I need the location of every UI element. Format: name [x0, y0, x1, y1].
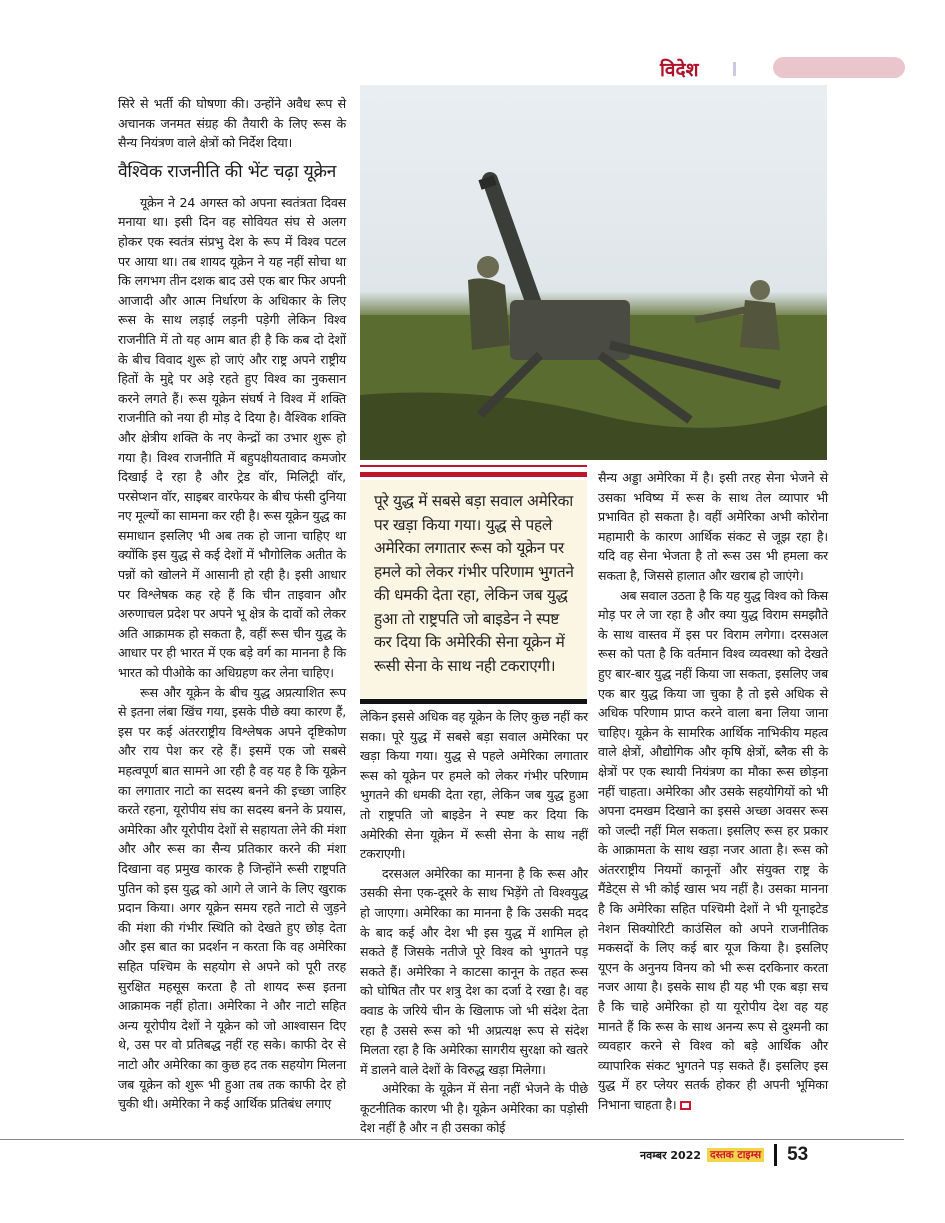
footer	[640, 1144, 808, 1166]
subheading: वैश्विक राजनीति की भेंट चढ़ा यूक्रेन	[118, 161, 337, 182]
paragraph: लेकिन इससे अधिक वह यूक्रेन के लिए कुछ नहीं कर सका। पूरे युद्ध में सबसे बड़ा सवाल अमेरिका पर खड़ा किया गया। युद्ध से पहले अमेरिका लगातार रूस को यूक्रेन पर हमले को लेकर गंभीर परिणाम भुगतने की धमकी देता रहा, लेकिन जब युद्ध हुआ तो राष्ट्रपति जो बाइडेन ने स्पष्ट कर दिया कि अमेरिकी सेना यूक्रेन में रूसी सेना के साथ नहीं टकराएगी।	[360, 709, 588, 862]
pull-quote: पूरे युद्ध में सबसे बड़ा सवाल अमेरिका पर खड़ा किया गया। युद्ध से पहले अमेरिका लगातार रूस को यूक्रेन पर हमले को लेकर गंभीर परिणाम भुगतने की धमकी देता रहा, लेकिन जब युद्ध हुआ तो राष्ट्रपति जो बाइडेन ने स्पष्ट कर दिया कि अमेरिकी सेना यूक्रेन में रूसी सेना के साथ नही टकराएगी।	[360, 480, 587, 698]
footer-rule	[0, 1139, 904, 1140]
header-divider	[733, 62, 736, 76]
paragraph: सैन्य अड्डा अमेरिका में है। इसी तरह सेना भेजने से उसका भविष्य में रूस के साथ तेल व्यापार भी प्रभावित हो सकता है। वहीं अमेरिका अभी कोरोना महामारी के कारण आर्थिक संकट से जूझ रहा है। यदि वह सेना भेजता है तो रूस उस भी हमला कर सकता है, जिससे हालात और खराब हो जाएंगे।	[598, 470, 828, 583]
article-column-1	[118, 94, 346, 1114]
issue-date: नवम्बर 2022	[640, 1148, 702, 1162]
pull-quote-bottom-rule	[360, 699, 587, 704]
page-number: 53	[787, 1144, 809, 1165]
end-mark-icon	[680, 1101, 691, 1110]
paragraph	[598, 586, 828, 1115]
paragraph: अमेरिका के यूक्रेन में सेना नहीं भेजने के पीछे कूटनीतिक कारण भी है। यूक्रेन अमेरिका का पड़ोसी देश नहीं है और न ही उसका कोई	[360, 1081, 588, 1136]
paragraph: सिरे से भर्ती की घोषणा की। उन्होंने अवैध रूप से अचानक जनमत संग्रह की तैयारी के लिए रूस के सैन्य नियंत्रण वाले क्षेत्रों को निर्देश दिया।	[118, 96, 346, 151]
paragraph: यूक्रेन ने 24 अगस्त को अपना स्वतंत्रता दिवस मनाया था। इसी दिन वह सोवियत संघ से अलग होकर एक स्वतंत्र संप्रभु देश के रूप में विश्व पटल पर आया था। तब शायद यूक्रेन ने यह नहीं सोचा था कि लगभग तीन दशक बाद उसे एक बार फिर अपनी आजादी और आत्म निर्धारण के अधिकार के लिए रूस के साथ लड़ाई लड़नी पड़ेगी लेकिन विश्व राजनीति में तो यह आम बात ही है कि कब दो देशों के बीच विवाद शुरू हो जाएं और राष्ट्र अपने राष्ट्रीय हितों के मुद्दे पर अड़े रहते हुए विश्व का नुकसान करने लगते हैं। रूस यूक्रेन संघर्ष ने विश्व में शक्ति राजनीति को नया ही मोड़ दे दिया है। वैश्विक शक्ति और क्षेत्रीय शक्ति के नए केन्द्रों का उभार शुरू हो गया है। विश्व राजनीति में बहुपक्षीयतावाद कमजोर दिखाई दे रहा है और ट्रेड वॉर, मिलिट्री वॉर, परसेप्शन वॉर, साइबर वारफेयर के बीच फंसी दुनिया नए मूल्यों का सामना कर रही है। रूस यूक्रेन युद्ध का समाधान इसलिए भी अब तक हो जाना चाहिए था क्योंकि इस युद्ध से कई देशों में भौगोलिक अतीत के पन्नों को खोलने में आसानी हो रही है। इसी आधार पर विश्लेषक कह रहे हैं कि चीन ताइवान और अरुणाचल प्रदेश पर अपने भू क्षेत्र के दावों को लेकर अति आक्रामक हो सकता है, वहीं रूस चीन युद्ध के आधार पर ही भारत में एक बड़े वर्ग का मानना है कि भारत को पीओके का अधिग्रहण कर लेना चाहिए।	[118, 194, 346, 681]
footer-divider	[774, 1144, 777, 1166]
divider-rule	[360, 472, 587, 477]
magazine-logo: दस्तक टाइम्स	[707, 1148, 764, 1162]
paragraph-text: अब सवाल उठता है कि यह युद्ध विश्व को किस मोड़ पर ले जा रहा है और क्या युद्ध विराम समझौते के साथ वास्तव में इस पर विराम लगेगा। दरसअल रूस को पता है कि वर्तमान विश्व व्यवस्था को देखते हुए बार-बार युद्ध नहीं किया जा सकता, इसलिए जब एक बार युद्ध किया जा चुका है तो इसे अधिक से अधिक परिणाम प्राप्त करने वाला बना लिया जाना चाहिए। यूक्रेन के सामरिक आर्थिक नाभिकीय महत्व वाले क्षेत्रों, औद्योगिक और कृषि क्षेत्रों, ब्लैक सी के क्षेत्रों पर एक स्थायी नियंत्रण का मौका रूस छोड़ना नहीं चाहता। अमेरिका और उसके सहयोगियों को भी अपना दमखम दिखाने का इससे अच्छा अवसर रूस को जल्दी नहीं मिल सकता। इसलिए रूस हर प्रकार के आक्रामता के साथ खड़ा नजर आता है। रूस को अंतरराष्ट्रीय नियमों कानूनों और संयुक्त राष्ट्र के मैंडेट्स से भी कोई खास भय नहीं है। उसका मानना है कि अमेरिका सहित पश्चिमी देशों ने भी यूनाइटेड नेशन सिक्योरिटी काउंसिल को अपने राजनीतिक मकसदों के लिए कई बार यूज किया है। इसलिए यूएन के अनुनय विनय को भी रूस दरकिनार करता नजर आया है। इसके साथ ही यह भी एक बड़ा सच है कि चाहे अमेरिका हो या यूरोपीय देश वह यह मानते हैं कि रूस के साथ अनन्य रूप से दुश्मनी का व्यवहार करने से विश्व को बड़े आर्थिक और व्यापारिक संकट भुगतने पड़ सकते हैं। इसलिए इस युद्ध में हर प्लेयर सतर्क होकर ही अपनी भूमिका निभाना चाहता है।	[598, 587, 828, 1112]
section-title: विदेश	[660, 59, 699, 81]
paragraph: रूस और यूक्रेन के बीच युद्ध अप्रत्याशित रूप से इतना लंबा खिंच गया, इसके पीछे क्या कारण हैं, इस पर कई अंतरराष्ट्रीय विश्लेषक अपने दृष्टिकोण और राय पेश कर रहे हैं। इसमें एक जो सबसे महत्वपूर्ण बात सामने आ रही है वह यह है कि यूक्रेन का लगातार नाटो का सदस्य बनने की इच्छा जाहिर करते रहना, यूरोपीय संघ का सदस्य बनने के प्रयास, अमेरिका और यूरोपीय देशों से सहायता लेने की मंशा और और रूस का सैन्य प्रतिकार करने की मंशा दिखाना वह प्रमुख कारक है जिन्होंने रूसी राष्ट्रपति पुतिन को इस युद्ध को आगे ले जाने के लिए खुराक प्रदान किया। अगर यूक्रेन समय रहते नाटो से जुड़ने की मंशा की गंभीर स्थिति को देखते हुए छोड़ देता और इस बात का प्रदर्शन न करता कि वह अमेरिका सहित पश्चिम के सहयोग से अपने को पूरी तरह सुरक्षित महसूस करता है तो शायद रूस इतना आक्रामक नहीं होता। अमेरिका ने और नाटो सहित अन्य यूरोपीय देशों ने यूक्रेन को जो आश्वासन दिए थे, उस पर वो प्रतिबद्ध नहीं रह सके। काफी देर से नाटो और अमेरिका का कुछ हद तक सहयोग मिलना जब यूक्रेन को शुरू भी हुआ तब तक काफी देर हो चुकी थी। अमेरिका ने कई आर्थिक प्रतिबंध लगाए	[118, 684, 346, 1112]
article-column-3	[598, 468, 828, 1115]
paragraph: दरसअल अमेरिका का मानना है कि रूस और उसकी सेना एक-दूसरे के साथ भिड़ेंगे तो विश्वयुद्ध हो जाएगा। अमेरिका का मानना है कि उसकी मदद के बाद कई और देश भी इस युद्ध में शामिल हो सकते हैं जिसके नतीजे पूरे विश्व को भुगतने पड़ सकते हैं। अमेरिका ने काटसा कानून के तहत रूस को घोषित तौर पर शत्रु देश का दर्जा दे रखा है। वह क्वाड के जरिये चीन के खिलाफ जो भी संदेश देता रहा है उससे रूस को भी अप्रत्यक्ष रूप से संदेश मिलता रहा है कि अमेरिका सागरीय सुरक्षा को खतरे में डालने वाले देशों के विरुद्ध खड़ा मिलेगा।	[360, 865, 588, 1077]
article-column-2	[360, 707, 588, 1138]
header-decoration	[773, 57, 905, 78]
article-photo-howitzer-soldiers	[360, 85, 827, 460]
divider-rule	[360, 465, 587, 467]
photo-illustration	[360, 85, 827, 460]
